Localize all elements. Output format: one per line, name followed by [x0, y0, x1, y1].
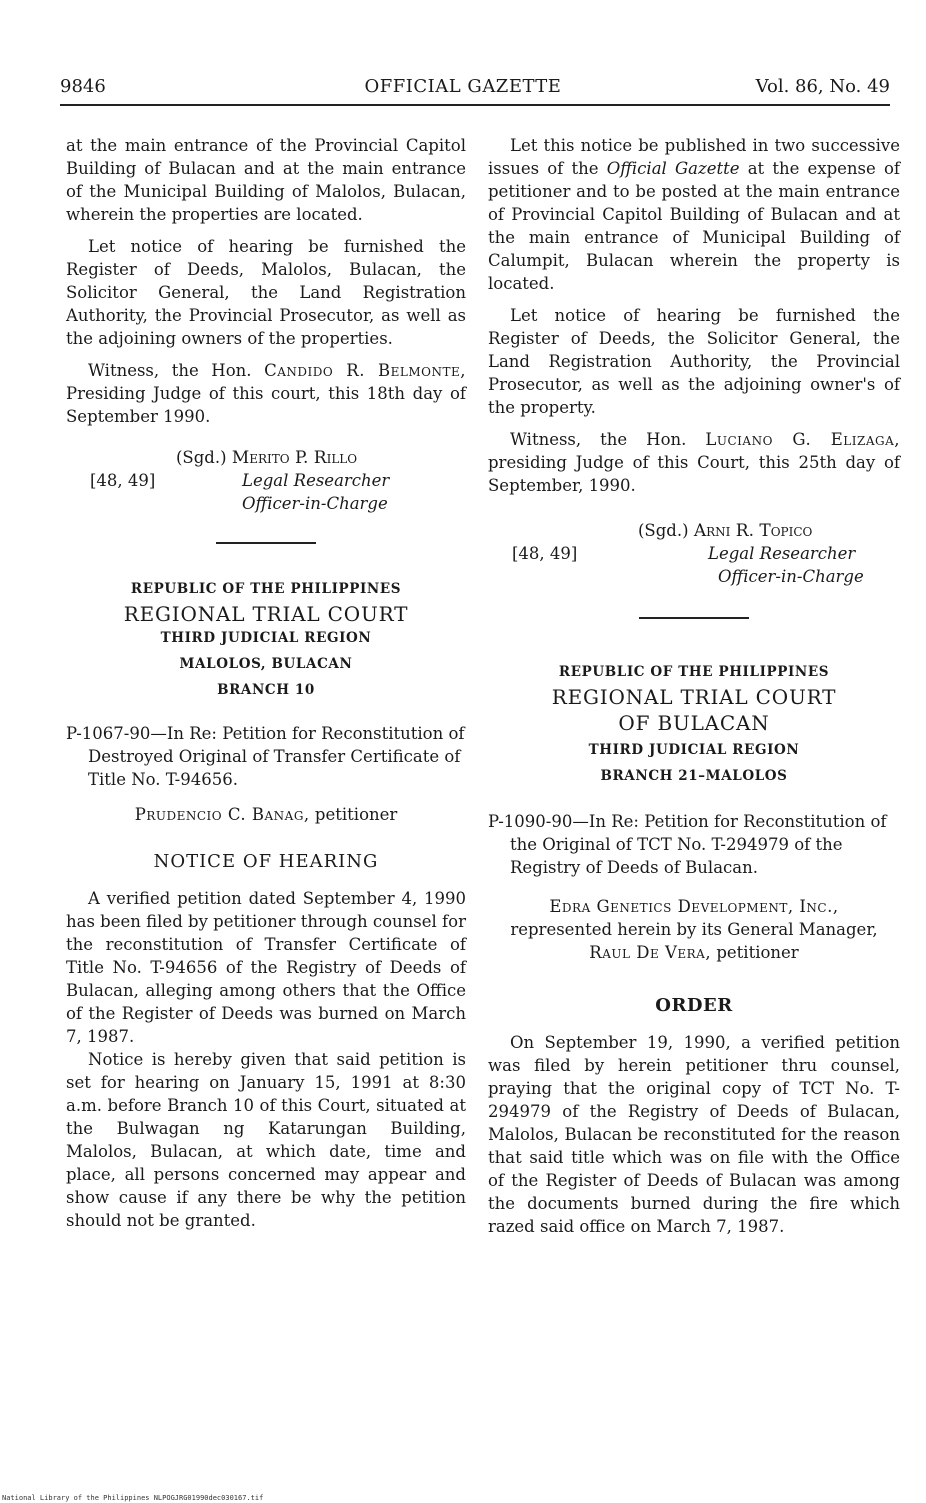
left-petitioner	[66, 803, 466, 826]
location-heading: MALOLOS, BULACAN	[179, 656, 353, 672]
order-heading: ORDER	[655, 995, 733, 1016]
left-column	[66, 134, 466, 1232]
branch-heading: BRANCH 10	[217, 682, 315, 698]
sgd-label: (Sgd.)	[176, 448, 227, 467]
region-heading: THIRD JUDICIAL REGION	[588, 742, 800, 758]
left-signature-block	[66, 446, 466, 518]
order-paragraph: On September 19, 1990, a verified petition was filed by herein petitioner thru counsel, praying that the original copy of TCT No. T-294979 of the Registry of Deeds of Bulacan, Malolos, Bulacan be reconstituted for the reason that said title which was on file with the Office of the Register of Deeds of Bulacan was among the documents burned during the fire which razed said office on March 7, 1987.	[488, 1033, 900, 1236]
petitioner-suffix: petitioner	[716, 943, 799, 962]
notice-paragraph: Notice is hereby given that said petition is set for hearing on January 15, 1991 at 8:30 a.m. before Branch 10 of this Court, situated at the Bulwagan ng Katarungan Building, Malolos, Bulacan, at which date, time and place, all persons concerned may appear and show cause if any there be why the petition should not be granted.	[66, 1050, 466, 1230]
notice-of-hearing-heading: NOTICE OF HEARING	[153, 851, 379, 872]
court-heading: REGIONAL TRIAL COURT	[551, 685, 837, 709]
signatory-office: Officer-in-Charge	[242, 494, 388, 513]
left-case-title: P-1067-90—In Re: Petition for Reconstitution of Destroyed Original of Transfer Certificate of Title No. T-94656.	[66, 724, 465, 789]
republic-heading: REPUBLIC OF THE PHILIPPINES	[130, 581, 402, 597]
petitioner-suffix: petitioner	[314, 805, 398, 824]
scan-footer: National Library of the Philippines NLPOGJRG01990dec030167.tif	[2, 1494, 264, 1502]
page-number: 9846	[60, 76, 106, 97]
court-heading: REGIONAL TRIAL COURT	[123, 602, 409, 626]
left-intro-paragraph: at the main entrance of the Provincial Capitol Building of Bulacan and at the main entrance of the Municipal Building of Malolos, Bulacan, wherein the properties are located.	[66, 136, 466, 224]
petitioner-manager: Raul De Vera,	[589, 943, 712, 962]
region-heading: THIRD JUDICIAL REGION	[160, 630, 372, 646]
sgd-label: (Sgd.)	[638, 521, 689, 540]
witness-judge: Candido R. Belmonte,	[264, 361, 467, 380]
left-furnish-paragraph: Let notice of hearing be furnished the Register of Deeds, Malolos, Bulacan, the Solicitor General, the Land Registration Authority, the Provincial Prosecutor, as well as the adjoining owners of the properties.	[66, 237, 466, 348]
witness-prefix: Witness, the Hon.	[88, 361, 252, 380]
republic-heading: REPUBLIC OF THE PHILIPPINES	[558, 664, 830, 680]
branch-heading: BRANCH 21–MALOLOS	[600, 768, 788, 784]
right-furnish-paragraph: Let notice of hearing be furnished the Register of Deeds, the Solicitor General, the Land Registration Authority, the Provincial Prosecutor, as well as the adjoining owner's of the property.	[488, 306, 900, 417]
publication-title: OFFICIAL GAZETTE	[364, 76, 562, 97]
left-witness-paragraph	[66, 359, 466, 428]
witness-prefix: Witness, the Hon.	[510, 430, 687, 449]
witness-rest: Presiding Judge of this court, this 18th day of September 1990.	[66, 384, 466, 426]
signatory-name: Merito P. Rillo	[231, 448, 358, 468]
right-column	[488, 134, 900, 1238]
right-case-title: P-1090-90—In Re: Petition for Reconstitution of the Original of TCT No. T-294979 of the Registry of Deeds of Bulacan.	[488, 812, 887, 877]
signatory-role: Legal Researcher	[242, 471, 390, 490]
petitioner-representation: represented herein by its General Manager,	[510, 920, 878, 939]
right-petitioner	[488, 895, 900, 964]
right-signature-block	[488, 519, 900, 591]
right-publish-paragraph	[488, 134, 900, 295]
witness-judge: Luciano G. Elizaga,	[705, 430, 901, 449]
volume-number: Vol. 86, No. 49	[755, 76, 890, 97]
header-rule	[60, 104, 890, 106]
signatory-role: Legal Researcher	[708, 544, 856, 563]
witness-rest: presiding Judge of this Court, this 25th day of September, 1990.	[488, 453, 900, 495]
publish-rest: at the expense of petitioner and to be posted at the main entrance of Provincial Capitol Building of Bulacan and at the main entrance of Municipal Building of Calumpit, Bulacan wherein the property is located.	[488, 159, 901, 293]
signatory-name: Arni R. Topico	[693, 521, 813, 541]
right-witness-paragraph	[488, 428, 900, 497]
publish-prefix: Let this notice be published in two successive issues of the	[488, 136, 900, 178]
issue-reference: [48, 49]	[90, 471, 156, 490]
petition-paragraph: A verified petition dated September 4, 1990 has been filed by petitioner through counsel for the reconstitution of Transfer Certificate of Title No. T-94656 of the Registry of Deeds of Bulacan, alleging among others that the Office of the Register of Deeds was burned on March 7, 1987.	[66, 889, 466, 1046]
petitioner-company: Edra Genetics Development, Inc.,	[549, 897, 839, 916]
petitioner-name: Prudencio C. Banag,	[134, 805, 310, 824]
signatory-office: Officer-in-Charge	[718, 567, 864, 586]
province-heading: OF BULACAN	[618, 711, 770, 735]
publish-gazette: Official Gazette	[606, 159, 740, 178]
issue-reference: [48, 49]	[512, 544, 578, 563]
